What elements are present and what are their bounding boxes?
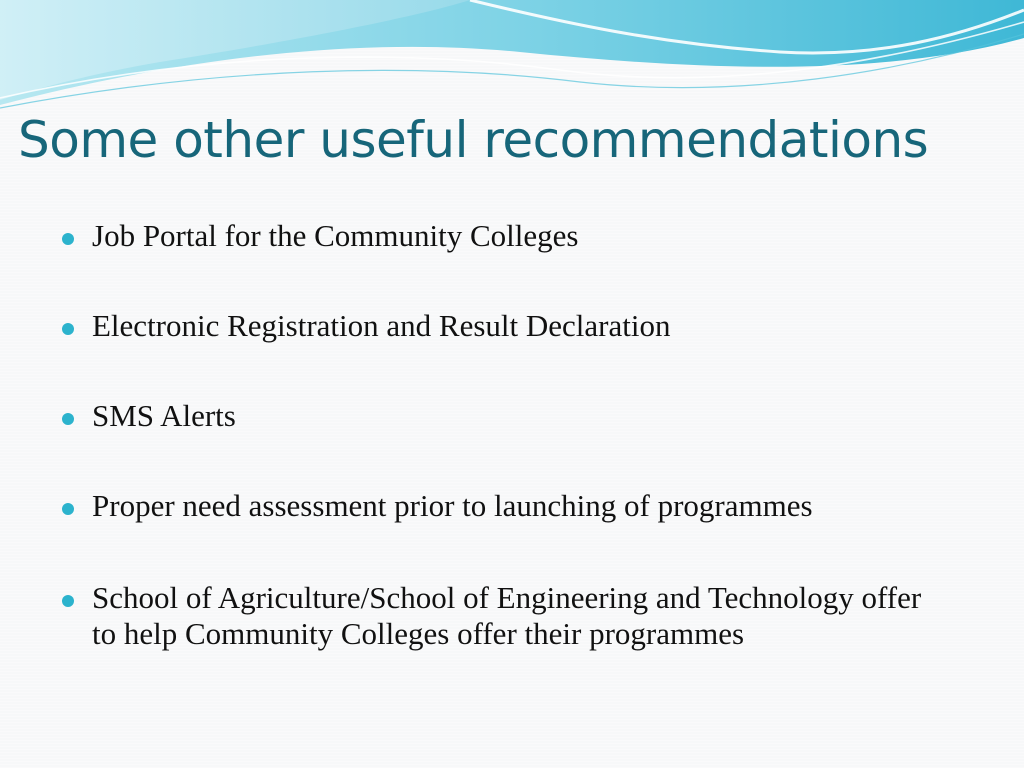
list-item: [62, 398, 962, 434]
bullet-text: Proper need assessment prior to launching of programmes: [92, 488, 813, 523]
bullet-dot-icon: [62, 503, 74, 515]
bullet-dot-icon: [62, 595, 74, 607]
bullet-dot-icon: [62, 233, 74, 245]
bullet-dot-icon: [62, 413, 74, 425]
list-item: [62, 580, 962, 652]
bullet-text: SMS Alerts: [92, 398, 236, 433]
bullet-text: Electronic Registration and Result Declaration: [92, 308, 671, 343]
decorative-wave-banner: [0, 0, 1024, 120]
list-item: [62, 308, 962, 344]
list-item: [62, 218, 962, 254]
bullet-text: Job Portal for the Community Colleges: [92, 218, 579, 253]
list-item: [62, 488, 962, 524]
slide-title: Some other useful recommendations: [18, 111, 929, 169]
bullet-dot-icon: [62, 323, 74, 335]
bullet-text: School of Agriculture/School of Engineering and Technology offer to help Community Colleges offer their programmes: [92, 580, 922, 651]
